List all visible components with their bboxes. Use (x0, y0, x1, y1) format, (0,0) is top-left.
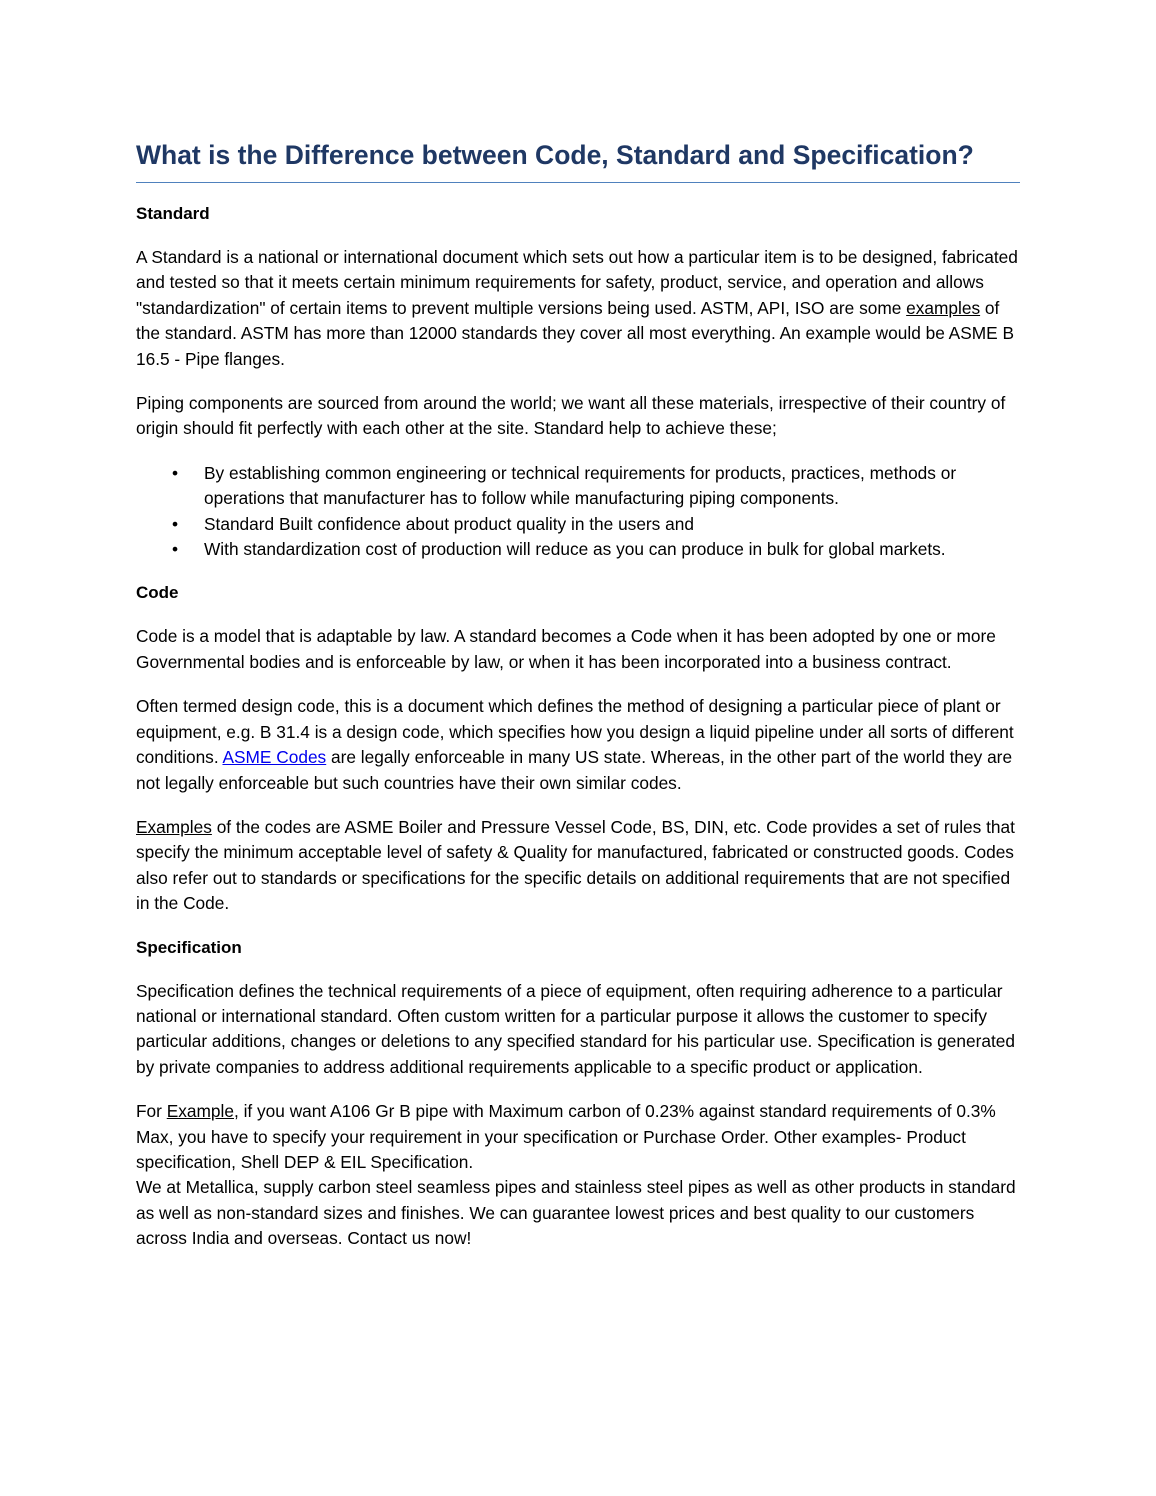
standard-heading: Standard (136, 204, 210, 223)
standard-examples-link[interactable]: examples (906, 297, 981, 318)
code-p3-text-b: of the codes are ASME Boiler and Pressure Vessel Code, BS, DIN, etc. Code provides a set of rules that specify the minimum acceptable level of safety & Quality for manufactured, fabricated or constructed goods. Codes also refer out to standards or specifications for the specific details on additional requirements that are not specified in the Code. (136, 816, 1015, 914)
list-item-text: Standard Built confidence about product quality in the users and (204, 513, 694, 534)
bullet-icon: • (172, 462, 179, 483)
code-paragraph-3 (136, 815, 1020, 917)
list-item (136, 537, 1020, 562)
list-item-text: With standardization cost of production will reduce as you can produce in bulk for global markets. (204, 539, 946, 560)
specification-example-link[interactable]: Example (166, 1101, 234, 1122)
list-item-text: By establishing common engineering or technical requirements for products, practices, methods or operations that manufacturer has to follow while manufacturing piping components. (204, 462, 957, 509)
page-title: What is the Difference between Code, Standard and Specification? (136, 138, 1020, 183)
bullet-icon: • (172, 539, 179, 560)
code-paragraph-1: Code is a model that is adaptable by law. A standard becomes a Code when it has been adopted by one or more Governmental bodies and is enforceable by law, or when it has been incorporated into a business contract. (136, 626, 996, 672)
standard-p1-text-a: A Standard is a national or international document which sets out how a particular item is to be designed, fabricated and tested so that it meets certain minimum requirements for safety, product, service, and operation and allows "standardization" of certain items to prevent multiple versions being used. ASTM, API, ISO are some (136, 247, 1018, 318)
code-examples-link[interactable]: Examples (136, 816, 212, 837)
code-p2-text-b: are legally enforceable in many US state. Whereas, in the other part of the world they are not legally enforceable but such countries have their own similar codes. (136, 747, 1013, 793)
spec-p2-text-a: For (136, 1101, 167, 1122)
bullet-icon: • (172, 513, 179, 534)
standard-p1-text-b: of the standard. ASTM has more than 12000 standards they cover all most everything. An example would be ASME B 16.5 - Pipe flanges. (136, 297, 1014, 369)
standard-paragraph-2: Piping components are sourced from around the world; we want all these materials, irrespective of their country of origin should fit perfectly with each other at the site. Standard help to achieve these; (136, 393, 1006, 439)
code-paragraph-2 (136, 694, 1020, 796)
document-page (136, 138, 1020, 1252)
specification-paragraph-2 (136, 1099, 1020, 1175)
standard-paragraph-1 (136, 245, 1020, 372)
specification-paragraph-1: Specification defines the technical requirements of a piece of equipment, often requiring adherence to a particular national or international standard. Often custom written for a particular purpose it allows the customer to specify particular additions, changes or deletions to any specified standard for his particular use. Specification is generated by private companies to address additional requirements applicable to a specific product or application. (136, 980, 1015, 1077)
standard-bullet-list (136, 461, 1020, 563)
spec-p2-text-b: , if you want A106 Gr B pipe with Maximum carbon of 0.23% against standard requirements of 0.3% Max, you have to specify your requirement in your specification or Purchase Order. Other examples- Product specification, Shell DEP & EIL Specification. (136, 1101, 996, 1172)
specification-heading: Specification (136, 937, 242, 957)
list-item (136, 461, 1020, 512)
asme-codes-link[interactable]: ASME Codes (222, 747, 327, 768)
list-item (136, 512, 1020, 537)
specification-paragraph-3: We at Metallica, supply carbon steel seamless pipes and stainless steel pipes as well as other products in standard as well as non-standard sizes and finishes. We can guarantee lowest prices and best quality to our customers across India and overseas. Contact us now! (136, 1177, 1016, 1249)
code-p2-text-a: Often termed design code, this is a document which defines the method of designing a particular piece of plant or equipment, e.g. B 31.4 is a design code, which specifies how you design a liquid pipeline under all sorts of different conditions. (136, 696, 1014, 768)
code-heading: Code (136, 583, 179, 603)
